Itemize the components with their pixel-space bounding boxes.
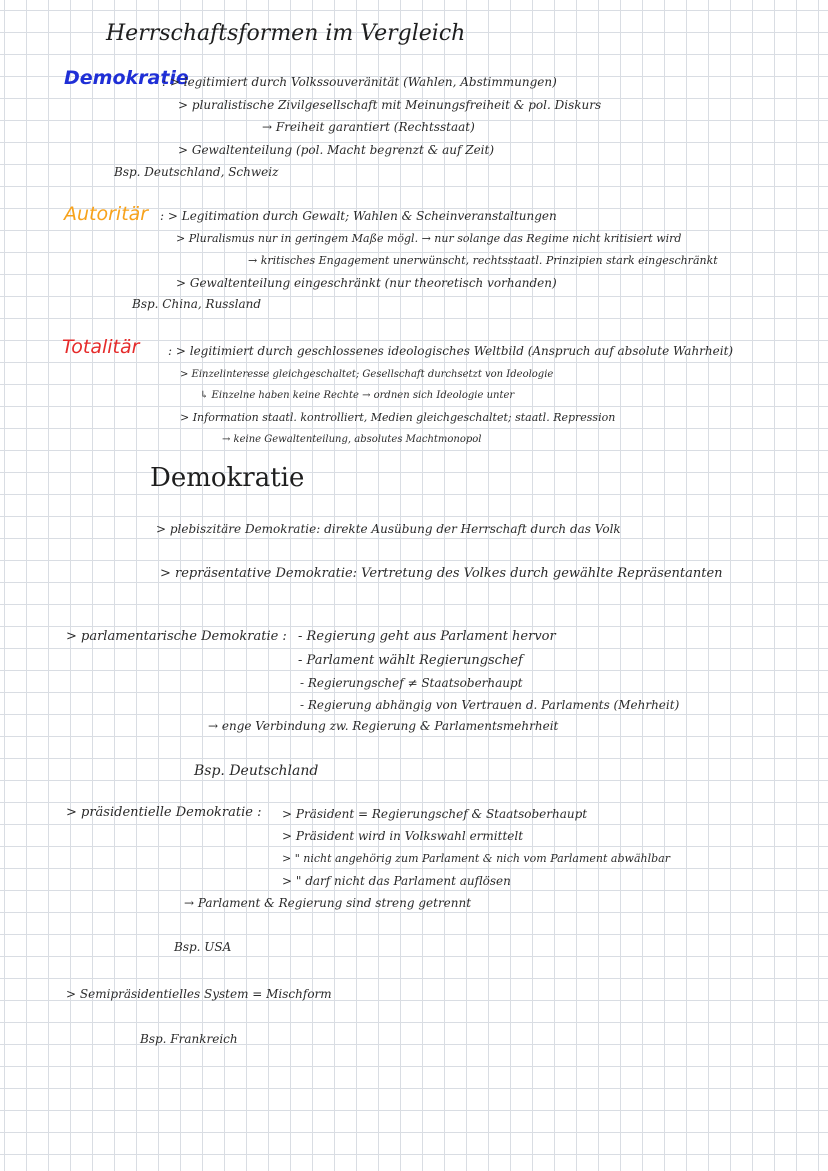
totalitaer-line-3: ↳ Einzelne haben keine Rechte → ordnen sich Ideologie unter bbox=[200, 390, 515, 401]
repraesentativ-line: > repräsentative Demokratie: Vertretung des Volkes durch gewählte Repräsentanten bbox=[160, 566, 723, 581]
parlamentarisch-conclusion: → enge Verbindung zw. Regierung & Parlamentsmehrheit bbox=[208, 719, 559, 733]
parlamentarisch-point-1: - Regierung geht aus Parlament hervor bbox=[298, 629, 556, 644]
totalitaer-line-4: > Information staatl. kontrolliert, Medien gleichgeschaltet; staatl. Repression bbox=[180, 411, 616, 424]
autoritaer-line-4: > Gewaltenteilung eingeschränkt (nur theoretisch vorhanden) bbox=[176, 276, 557, 290]
praesidentiell-point-2: > Präsident wird in Volkswahl ermittelt bbox=[282, 829, 524, 843]
praesidentiell-point-1: > Präsident = Regierungschef & Staatsoberhaupt bbox=[282, 807, 588, 821]
autoritaer-line-2: > Pluralismus nur in geringem Maße mögl. → nur solange das Regime nicht kritisiert wird bbox=[176, 232, 682, 245]
praesidentiell-point-3: > " nicht angehörig zum Parlament & nich vom Parlament abwählbar bbox=[282, 852, 670, 865]
praesidentiell-point-4: > " darf nicht das Parlament auflösen bbox=[282, 874, 511, 888]
demokratie-line-2: > pluralistische Zivilgesellschaft mit Meinungsfreiheit & pol. Diskurs bbox=[178, 98, 602, 112]
autoritaer-example: Bsp. China, Russland bbox=[132, 297, 262, 311]
parlamentarisch-point-3: - Regierungschef ≠ Staatsoberhaupt bbox=[300, 676, 523, 690]
totalitaer-line-2: > Einzelinteresse gleichgeschaltet; Gesellschaft durchsetzt von Ideologie bbox=[180, 369, 554, 380]
heading-totalitaer: Totalitär bbox=[62, 336, 140, 358]
parlamentarisch-point-2: - Parlament wählt Regierungschef bbox=[298, 653, 523, 668]
demokratie-line-4: > Gewaltenteilung (pol. Macht begrenzt & auf Zeit) bbox=[178, 143, 495, 157]
demokratie-line-1: : > legitimiert durch Volkssouveränität (Wahlen, Abstimmungen) bbox=[162, 75, 557, 89]
totalitaer-line-5: → keine Gewaltenteilung, absolutes Machtmonopol bbox=[222, 434, 482, 445]
demokratie-example: Bsp. Deutschland, Schweiz bbox=[114, 165, 279, 179]
page-title: Herrschaftsformen im Vergleich bbox=[106, 21, 466, 46]
autoritaer-line-1: : > Legitimation durch Gewalt; Wahlen & Scheinveranstaltungen bbox=[160, 209, 557, 223]
praesidentiell-example: Bsp. USA bbox=[174, 940, 232, 954]
praesidentiell-label: > präsidentielle Demokratie : bbox=[66, 805, 262, 820]
heading-autoritaer: Autoritär bbox=[64, 203, 149, 225]
totalitaer-line-1: : > legitimiert durch geschlossenes ideologisches Weltbild (Anspruch auf absolute Wahrheit) bbox=[168, 344, 734, 358]
heading-demokratie: Demokratie bbox=[64, 67, 189, 89]
demokratie-line-3: → Freiheit garantiert (Rechtsstaat) bbox=[262, 120, 475, 134]
semipraesidentiell-example: Bsp. Frankreich bbox=[140, 1032, 238, 1046]
parlamentarisch-point-4: - Regierung abhängig von Vertrauen d. Parlaments (Mehrheit) bbox=[300, 698, 680, 712]
semipraesidentiell-label: > Semipräsidentielles System = Mischform bbox=[66, 987, 332, 1001]
autoritaer-line-3: → kritisches Engagement unerwünscht, rechtsstaatl. Prinzipien stark eingeschränkt bbox=[248, 254, 718, 267]
section-heading-demokratie: Demokratie bbox=[150, 463, 305, 493]
plebiszitaer-line: > plebiszitäre Demokratie: direkte Ausübung der Herrschaft durch das Volk bbox=[156, 522, 621, 536]
parlamentarisch-label: > parlamentarische Demokratie : bbox=[66, 629, 287, 644]
parlamentarisch-example: Bsp. Deutschland bbox=[194, 763, 319, 779]
praesidentiell-conclusion: → Parlament & Regierung sind streng getrennt bbox=[184, 896, 472, 910]
